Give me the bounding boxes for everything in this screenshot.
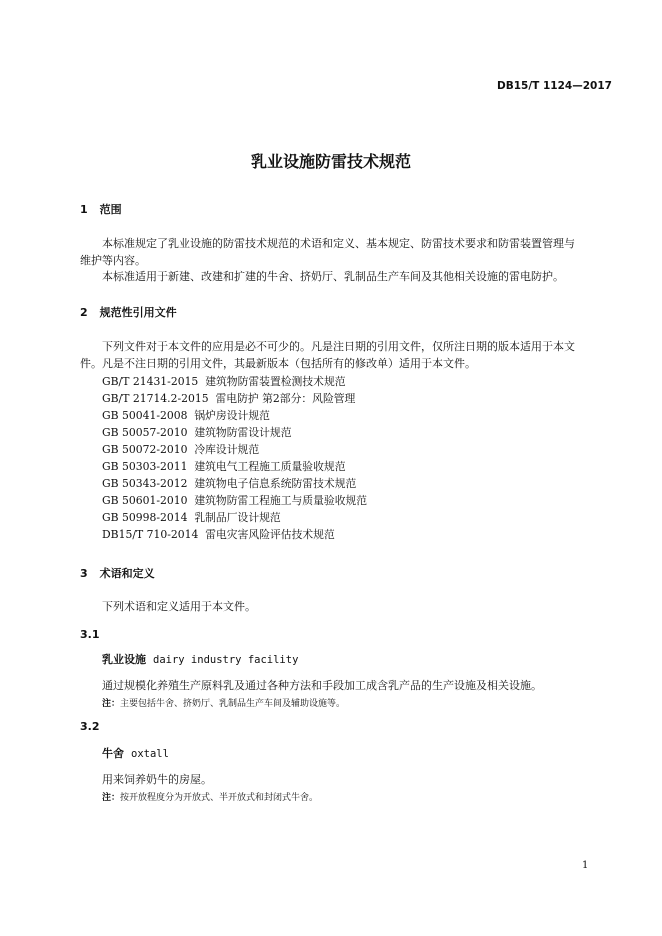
normative-intro-line-1: 下列文件对于本文件的应用是必不可少的。凡是注日期的引用文件，仅所注日期的版本适用于本文 — [102, 340, 575, 353]
page-title: 乳业设施防雷技术规范 — [250, 152, 411, 171]
reference-code: GB 50303-2011 — [102, 460, 188, 473]
scope-paragraph-1-line-1: 本标准规定了乳业设施的防雷技术规范的术语和定义、基本规定、防雷技术要求和防雷装置管理与 — [102, 237, 575, 250]
terms-intro: 下列术语和定义适用于本文件。 — [102, 600, 256, 613]
term-definition: 用来饲养奶牛的房屋。 — [102, 773, 212, 786]
term-note — [102, 790, 318, 803]
reference-title: 建筑物电子信息系统防雷技术规范 — [194, 477, 357, 490]
reference-item — [102, 374, 346, 389]
section-title: 规范性引用文件 — [99, 306, 177, 319]
term-entry — [102, 745, 169, 761]
reference-item — [102, 527, 335, 542]
section-3-heading — [80, 565, 155, 581]
reference-title: 建筑物防雷装置检测技术规范 — [205, 375, 346, 388]
note-text: 主要包括牛舍、挤奶厅、乳制品生产车间及辅助设施等。 — [120, 699, 346, 709]
reference-item — [102, 459, 346, 474]
term-number: 3.1 — [80, 628, 100, 641]
reference-title: 建筑物防雷设计规范 — [194, 426, 292, 439]
reference-title: 乳制品厂设计规范 — [194, 511, 281, 524]
note-text: 按开放程度分为开放式、半开放式和封闭式牛舍。 — [120, 793, 319, 803]
section-number: 3 — [80, 567, 88, 580]
section-number: 1 — [80, 203, 88, 216]
reference-code: DB15/T 710-2014 — [102, 528, 199, 541]
note-label: 注： — [102, 793, 121, 803]
normative-intro-line-2: 件。凡是不注日期的引用文件，其最新版本（包括所有的修改单）适用于本文件。 — [80, 357, 476, 370]
term-name: 乳业设施 — [102, 653, 146, 666]
reference-code: GB 50041-2008 — [102, 409, 188, 422]
reference-item — [102, 391, 355, 406]
reference-item — [102, 493, 367, 508]
section-title: 范围 — [99, 203, 122, 216]
section-2-heading — [80, 304, 177, 320]
note-label: 注： — [102, 699, 121, 709]
term-note — [102, 696, 345, 709]
reference-item — [102, 425, 292, 440]
reference-code: GB/T 21431-2015 — [102, 375, 199, 388]
page-number: 1 — [582, 860, 589, 871]
reference-code: GB 50057-2010 — [102, 426, 188, 439]
reference-code: GB 50601-2010 — [102, 494, 188, 507]
term-english: oxtall — [131, 748, 169, 760]
reference-code: GB/T 21714.2-2015 — [102, 392, 209, 405]
term-definition: 通过规模化养殖生产原料乳及通过各种方法和手段加工成含乳产品的生产设施及相关设施。 — [102, 679, 542, 692]
reference-item — [102, 510, 281, 525]
reference-title: 雷电灾害风险评估技术规范 — [205, 528, 335, 541]
reference-item — [102, 476, 356, 491]
reference-item — [102, 442, 259, 457]
term-english: dairy industry facility — [153, 654, 299, 666]
reference-code: GB 50343-2012 — [102, 477, 188, 490]
reference-title: 雷电防护 第2部分：风险管理 — [215, 392, 356, 405]
scope-paragraph-2: 本标准适用于新建、改建和扩建的牛舍、挤奶厅、乳制品生产车间及其他相关设施的雷电防护。 — [102, 270, 564, 283]
reference-item — [102, 408, 270, 423]
reference-code: GB 50072-2010 — [102, 443, 188, 456]
section-1-heading — [80, 201, 122, 217]
scope-paragraph-1-line-2: 维护等内容。 — [80, 254, 146, 267]
term-number: 3.2 — [80, 720, 100, 733]
reference-title: 建筑物防雷工程施工与质量验收规范 — [194, 494, 368, 507]
standard-code-header: DB15/T 1124—2017 — [497, 80, 612, 92]
term-name: 牛舍 — [102, 747, 124, 760]
reference-title: 建筑电气工程施工质量验收规范 — [194, 460, 346, 473]
reference-title: 锅炉房设计规范 — [194, 409, 270, 422]
section-number: 2 — [80, 306, 88, 319]
term-entry — [102, 651, 298, 667]
reference-code: GB 50998-2014 — [102, 511, 188, 524]
reference-title: 冷库设计规范 — [194, 443, 260, 456]
section-title: 术语和定义 — [99, 567, 155, 580]
